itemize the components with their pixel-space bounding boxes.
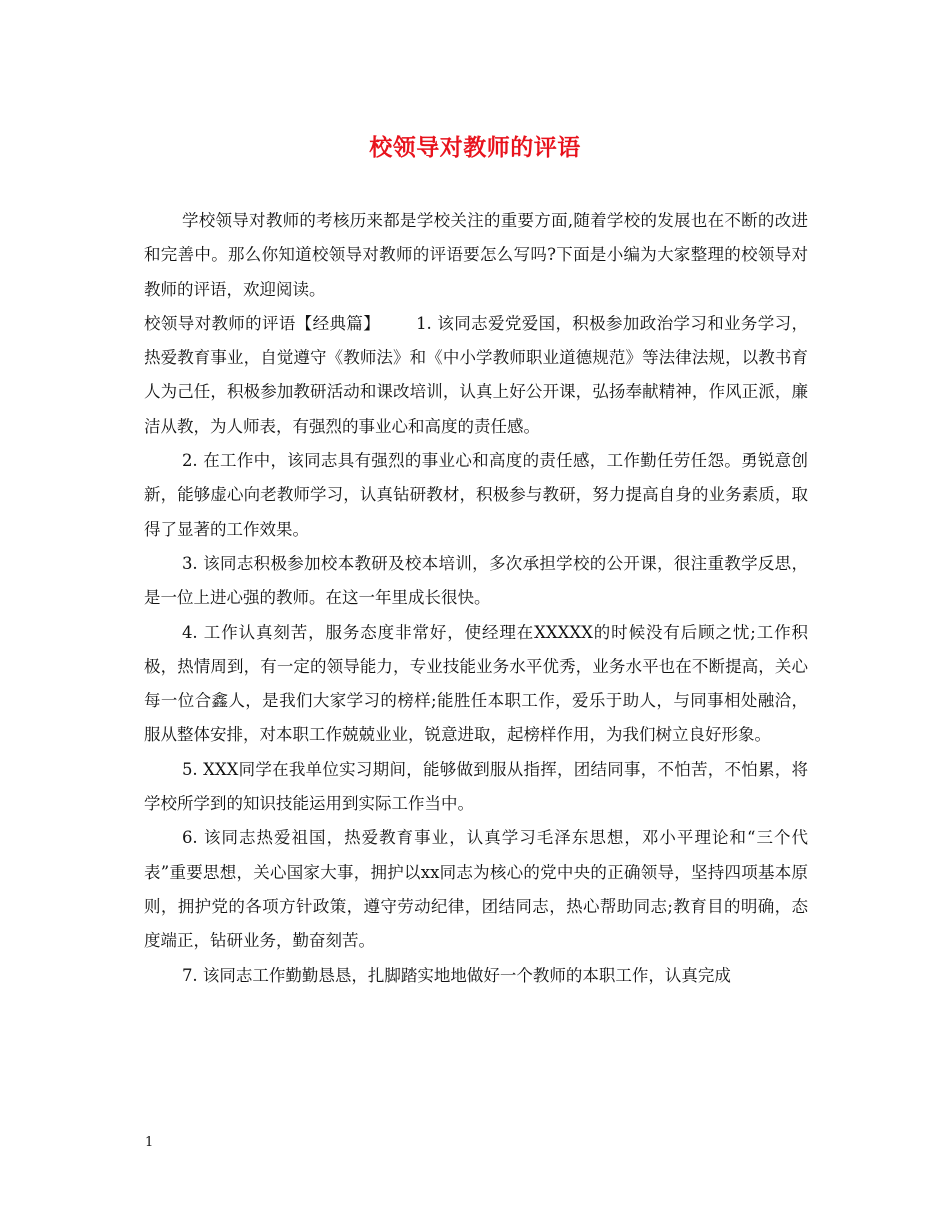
paragraph-6: 6. 该同志热爱祖国，热爱教育事业，认真学习毛泽东思想，邓小平理论和“三个代表”重要思想，关心国家大事，拥护以xx同志为核心的党中央的正确领导，坚持四项基本原则，拥护党的各项方针政策，遵守劳动纪律，团结同志，热心帮助同志;教育目的明确，态度端正，钻研业务，勤奋刻苦。 — [144, 828, 808, 951]
document-title: 校领导对教师的评语 — [369, 134, 581, 161]
paragraph-2: 2. 在工作中，该同志具有强烈的事业心和高度的责任感，工作勤任劳任怨。勇锐意创新，能够虚心向老教师学习，认真钻研教材，积极参与教研，努力提高自身的业务素质，取得了显著的工作效果。 — [144, 451, 808, 539]
section-heading: 校领导对教师的评语【经典篇】 — [144, 313, 381, 333]
paragraph-1-text: 1. 该同志爱党爱国，积极参加政治学习和业务学习，热爱教育事业，自觉遵守《教师法》和《中小学教师职业道德规范》等法律法规，以教书育人为己任，积极参加教研活动和课改培训，认真上好公开课，弘扬奉献精神，作风正派，廉洁从教，为人师表，有强烈的事业心和高度的责任感。 — [144, 313, 808, 436]
paragraph-3: 3. 该同志积极参加校本教研及校本培训，多次承担学校的公开课，很注重教学反思，是一位上进心强的教师。在这一年里成长很快。 — [144, 553, 808, 608]
section-paragraph-1 — [144, 307, 808, 444]
document-body — [144, 204, 808, 993]
paragraph-4: 4. 工作认真刻苦，服务态度非常好，使经理在XXXXX的时候没有后顾之忧;工作积极，热情周到，有一定的领导能力，专业技能业务水平优秀，业务水平也在不断提高，关心每一位合鑫人，是我们大家学习的榜样;能胜任本职工作，爱乐于助人，与同事相处融洽，服从整体安排，对本职工作兢兢业业，锐意进取，起榜样作用，为我们树立良好形象。 — [144, 622, 808, 745]
paragraph-5: 5. XXX同学在我单位实习期间，能够做到服从指挥，团结同事，不怕苦，不怕累，将学校所学到的知识技能运用到实际工作当中。 — [144, 759, 808, 814]
paragraph-7: 7. 该同志工作勤勤恳恳，扎脚踏实地地做好一个教师的本职工作，认真完成 — [181, 965, 731, 985]
page-number: 1 — [145, 1135, 154, 1150]
intro-paragraph: 学校领导对教师的考核历来都是学校关注的重要方面,随着学校的发展也在不断的改进和完善中。那么你知道校领导对教师的评语要怎么写吗?下面是小编为大家整理的校领导对教师的评语，欢迎阅读。 — [144, 211, 808, 299]
